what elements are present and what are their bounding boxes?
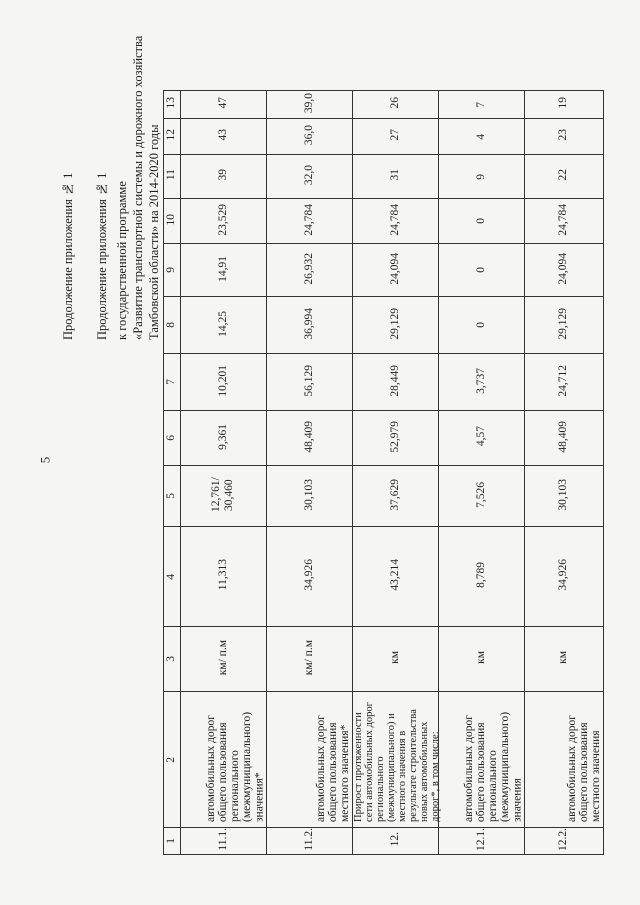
cell: 14,91 [181,244,267,297]
col-num-2: 2 [164,692,181,828]
cell: 9,361 [181,411,267,466]
page-number: 5 [37,456,53,464]
cell: 0 [439,297,525,354]
row-description: автомобильных дорог общего пользования регионального (межмуниципального) значения [439,692,525,828]
cell: 37,629 [353,466,439,527]
cell: 22 [525,155,604,199]
cell: 36,0 [267,119,353,155]
cell: 48,409 [267,411,353,466]
col-num-5: 5 [164,466,181,527]
cell: 24,712 [525,354,604,411]
cell: 23,529 [181,199,267,244]
col-num-13: 13 [164,91,181,119]
col-num-11: 11 [164,155,181,199]
col-num-1: 1 [164,828,181,855]
cell: 28,449 [353,354,439,411]
cell: 24,784 [267,199,353,244]
row-number: 12. [353,828,439,855]
cell: 7,526 [439,466,525,527]
cell: 24,094 [525,244,604,297]
cell: 34,926 [525,527,604,627]
col-num-9: 9 [164,244,181,297]
col-num-4: 4 [164,527,181,627]
col-num-12: 12 [164,119,181,155]
cell: 27 [353,119,439,155]
cell: 29,129 [353,297,439,354]
cell: 8,789 [439,527,525,627]
cell: 56,129 [267,354,353,411]
row-description: автомобильных дорог общего пользования регионального (межмуниципального) значения* [181,692,267,828]
cell: 24,784 [353,199,439,244]
header-line-5: Тамбовской области» на 2014-2020 годы [147,124,161,340]
cell: 3,737 [439,354,525,411]
cell: 32,0 [267,155,353,199]
row-number: 12.1. [439,828,525,855]
header-line-4: «Развитие транспортной системы и дорожного хозяйства [131,35,145,340]
cell: 29,129 [525,297,604,354]
cell: 12,761/ 30,460 [181,466,267,527]
header-line-3: к государственной программе [115,181,129,340]
cell: 47 [181,91,267,119]
cell: 0 [439,199,525,244]
cell: 10,201 [181,354,267,411]
indicators-table [163,90,603,850]
cell: 48,409 [525,411,604,466]
cell: 23 [525,119,604,155]
unit-cell: км [439,627,525,692]
cell: 24,784 [525,199,604,244]
cell: 4,57 [439,411,525,466]
cell: 34,926 [267,527,353,627]
cell: 31 [353,155,439,199]
cell: 52,979 [353,411,439,466]
col-num-3: 3 [164,627,181,692]
col-num-6: 6 [164,411,181,466]
row-number: 12.2. [525,828,604,855]
cell: 26 [353,91,439,119]
row-description: Прирост протяженности сети автомобильных дорог регионального (межмуниципального) и местного значения в результате строительства новых автомобильных дорог*, в том числе: [353,692,439,828]
cell: 9 [439,155,525,199]
header-line-1: Продолжение приложения № 1 [61,172,75,340]
cell: 11,313 [181,527,267,627]
col-num-8: 8 [164,297,181,354]
row-description: автомобильных дорог общего пользования местного значения* [267,692,353,828]
unit-cell: км [525,627,604,692]
cell: 4 [439,119,525,155]
unit-cell: км [353,627,439,692]
cell: 19 [525,91,604,119]
row-number: 11.1. [181,828,267,855]
cell: 0 [439,244,525,297]
header-line-2: Продолжение приложения № 1 [95,172,109,340]
cell: 39 [181,155,267,199]
cell: 43,214 [353,527,439,627]
cell: 7 [439,91,525,119]
cell: 39,0 [267,91,353,119]
cell: 43 [181,119,267,155]
col-num-10: 10 [164,199,181,244]
cell: 24,094 [353,244,439,297]
cell: 30,103 [267,466,353,527]
cell: 14,25 [181,297,267,354]
col-num-7: 7 [164,354,181,411]
cell: 30,103 [525,466,604,527]
unit-cell: км/ п.м [267,627,353,692]
cell: 26,932 [267,244,353,297]
cell: 36,994 [267,297,353,354]
row-description: автомобильных дорог общего пользования местного значения [525,692,604,828]
unit-cell: км/ п.м [181,627,267,692]
row-number: 11.2. [267,828,353,855]
